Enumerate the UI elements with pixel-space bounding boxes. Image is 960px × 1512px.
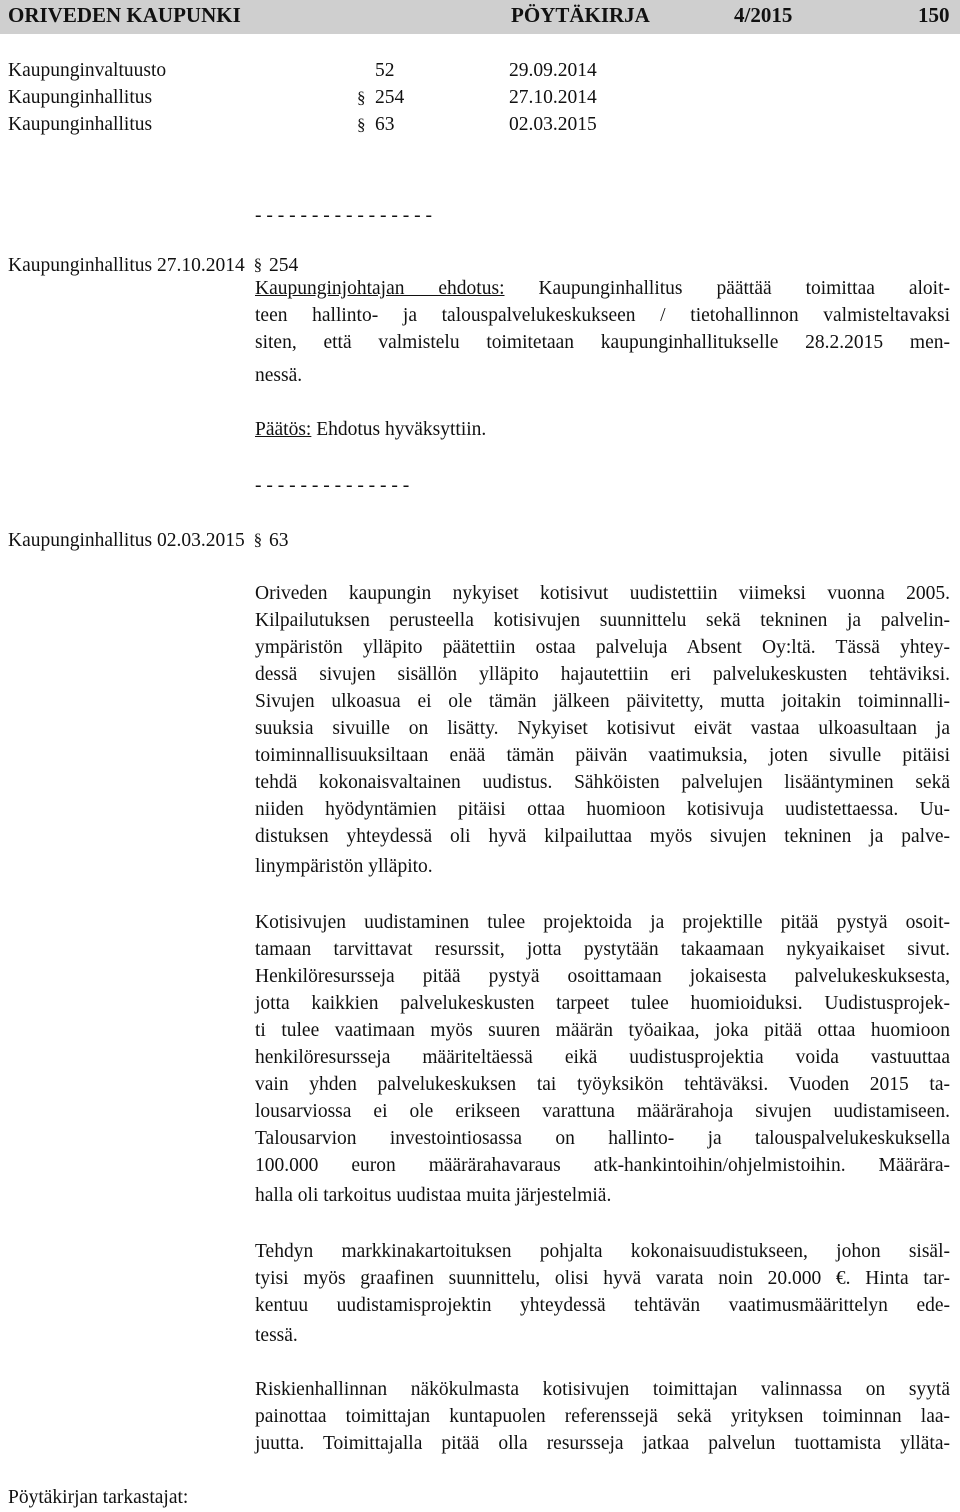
footer-label: Pöytäkirjan tarkastajat: — [8, 1487, 189, 1508]
ref-number: 52 — [375, 60, 395, 81]
paragraph-line: linympäristön ylläpito. — [255, 856, 433, 877]
ref-date: 29.09.2014 — [509, 60, 597, 81]
document-type: PÖYTÄKIRJA — [511, 3, 650, 27]
paragraph-line: tessä. — [255, 1325, 298, 1346]
paragraph-line: Sivujen ulkoasua ei ole tämän jälkeen päivitetty, mutta joitakin toiminnalli- — [255, 691, 950, 712]
section-symbol: § — [357, 88, 366, 107]
organization-name: ORIVEDEN KAUPUNKI — [8, 3, 241, 27]
proposal-line — [255, 278, 950, 300]
decision-label: Päätös: — [255, 419, 312, 440]
entry-reference — [8, 526, 288, 554]
ref-body: Kaupunginvaltuusto — [8, 60, 167, 81]
ref-body: Kaupunginhallitus — [8, 114, 153, 135]
proposal-line: siten, että valmistelu toimitetaan kaupunginhallitukselle 28.2.2015 men- — [255, 332, 950, 353]
paragraph-line: distuksen yhteydessä oli hyvä kilpailuttaa myös sivujen tekninen ja palve- — [255, 826, 950, 847]
paragraph-line: Talousarvion investointiosassa on hallinto- ja talouspalvelukeskuksella — [255, 1128, 950, 1149]
document-header — [0, 0, 960, 34]
paragraph-line: jotta kaikkien palvelukeskusten tarpeet tulee huomioiduksi. Uudistusprojek- — [255, 993, 950, 1014]
entry-ref-text: Kaupunginhallitus 02.03.2015 — [8, 530, 245, 551]
paragraph-line: dessä sivujen sisällön ylläpito hajautettiin eri palvelukeskusten tehtäviksi. — [255, 664, 950, 685]
paragraph-line: 100.000 euron määrärahavaraus atk-hankintoihin/ohjelmistoihin. Määrära- — [255, 1155, 950, 1176]
paragraph-line: Kilpailutuksen perusteella kotisivujen suunnittelu sekä tekninen ja palvelin- — [255, 610, 950, 631]
paragraph-line: Tehdyn markkinakartoituksen pohjalta kokonaisuudistukseen, johon sisäl- — [255, 1241, 950, 1262]
paragraph-line: ti tulee vaatimaan myös suuren määrän työaikaa, joka pitää ottaa huomioon — [255, 1020, 950, 1041]
page-number: 150 — [918, 3, 950, 27]
ref-date: 02.03.2015 — [509, 114, 597, 135]
proposal-line: teen hallinto- ja talouspalvelukeskukseen / tietohallinnon valmisteltavaksi — [255, 305, 950, 326]
entry-ref-number: 254 — [268, 255, 299, 276]
section-symbol: § — [253, 255, 263, 274]
paragraph-line: tehdä kokonaisvaltainen uudistus. Sähköisten palvelujen lisääntyminen sekä — [255, 772, 950, 793]
proposal-label: Kaupunginjohtajan ehdotus: — [255, 278, 505, 299]
decision — [255, 416, 486, 443]
ref-body: Kaupunginhallitus — [8, 87, 153, 108]
paragraph-line: Kotisivujen uudistaminen tulee projektoida ja projektille pitää pystyä osoit- — [255, 912, 950, 933]
entry-ref-text: Kaupunginhallitus 27.10.2014 — [8, 255, 245, 276]
paragraph-line: Oriveden kaupungin nykyiset kotisivut uudistettiin viimeksi vuonna 2005. — [255, 583, 950, 604]
paragraph-line: toiminnallisuuksiltaan enää tämän päivän vaatimuksia, joten sivulle pitäisi — [255, 745, 950, 766]
paragraph-line: lousarviossa ei ole erikseen varattuna määrärahoja sivujen uudistamiseen. — [255, 1101, 950, 1122]
entry-ref-number: 63 — [268, 530, 289, 551]
proposal-line: nessä. — [255, 365, 303, 386]
entry-reference — [8, 251, 298, 279]
ref-number: 63 — [375, 114, 395, 135]
paragraph-line: kentuu uudistamisprojektin yhteydessä tehtävän vaatimusmäärittelyn ede- — [255, 1295, 950, 1316]
paragraph-line: tamaan tarvittavat resurssit, jotta pystytään takaamaan nykyaikaiset sivut. — [255, 939, 950, 960]
paragraph-line: niiden hyödyntämien pitäisi ottaa huomioon kotisivuja uudistettaessa. Uu- — [255, 799, 950, 820]
paragraph-line: henkilöresursseja määriteltäessä eikä uudistusprojektia voida vastuuttaa — [255, 1047, 950, 1068]
paragraph-line: Henkilöresursseja pitää pystyä osoittamaan jokaisesta palvelukeskuksesta, — [255, 966, 950, 987]
ref-date: 27.10.2014 — [509, 87, 597, 108]
divider: - - - - - - - - - - - - - - - - — [255, 205, 433, 226]
paragraph-line: vain yhden palvelukeskuksen tai työyksikön tehtäväksi. Vuoden 2015 ta- — [255, 1074, 950, 1095]
paragraph-line: juutta. Toimittajalla pitää olla resursseja jatkaa palvelun tuottamista ylläta- — [255, 1433, 950, 1454]
section-symbol: § — [357, 115, 366, 134]
paragraph-line: ympäristön ylläpito päätettiin ostaa palveluja Absent Oy:ltä. Tässä yhtey- — [255, 637, 950, 658]
proposal-text: Kaupunginhallitus päättää toimittaa aloit- — [504, 278, 950, 299]
divider: - - - - - - - - - - - - - - — [255, 475, 410, 496]
ref-number: 254 — [375, 87, 405, 108]
paragraph-line: painottaa toimittajan kuntapuolen referenssejä sekä yrityksen toiminnan laa- — [255, 1406, 950, 1427]
paragraph-line: halla oli tarkoitus uudistaa muita järjestelmiä. — [255, 1185, 612, 1206]
decision-text: Ehdotus hyväksyttiin. — [311, 419, 487, 440]
issue-number: 4/2015 — [734, 3, 793, 27]
paragraph-line: suuksia sivuille on lisätty. Nykyiset kotisivut eivät vastaa ulkoasultaan ja — [255, 718, 950, 739]
paragraph-line: Riskienhallinnan näkökulmasta kotisivujen toimittajan valinnassa on syytä — [255, 1379, 950, 1400]
section-symbol: § — [253, 530, 263, 549]
paragraph-line: tyisi myös graafinen suunnittelu, olisi hyvä varata noin 20.000 €. Hinta tar- — [255, 1268, 950, 1289]
